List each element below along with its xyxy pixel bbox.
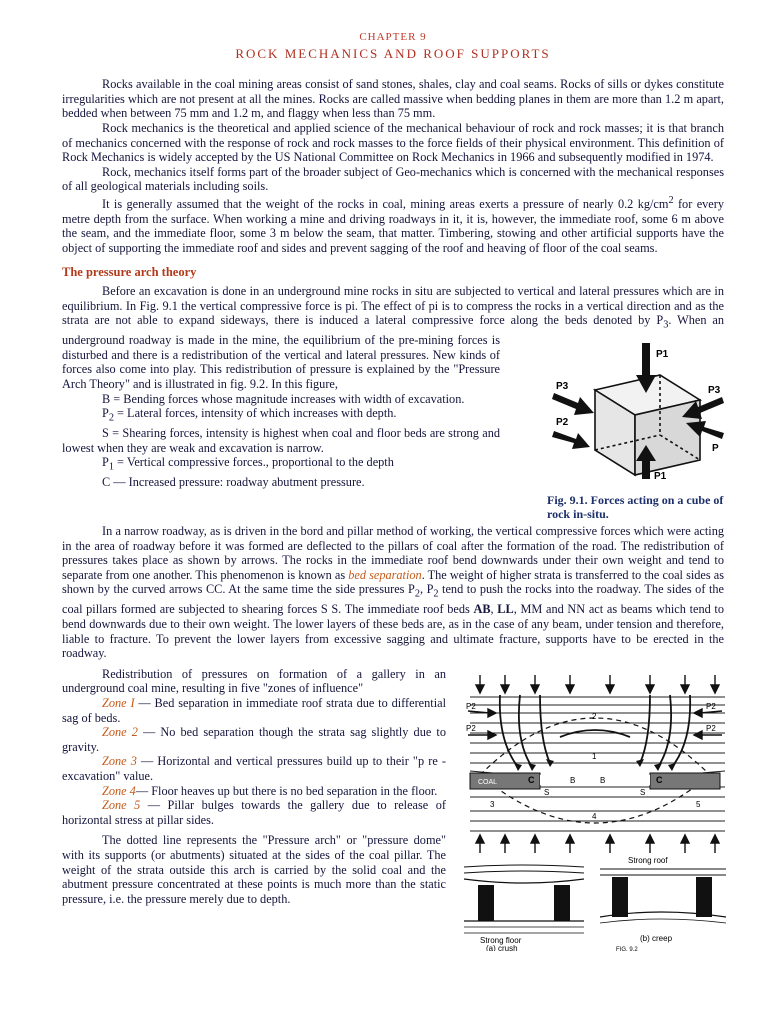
narrow-text-1: In a narrow roadway, as is driven in the bord and pillar method of working, the vertical compressive forces which were acting in the area of roadway before it was formed are deflected to the pillars of coal after the formation of the road. The redistribution of pressures takes place as shown by arrows. The rocks in the immediate roof bend downwards under their own weight and tend to separate from one another. This phenomenon is known as (62, 524, 724, 582)
figure-9-2-crush-subfigure (464, 865, 584, 951)
fig2-label-creep: (b) creep (640, 933, 673, 943)
fig2-label-p2-4: P2 (706, 723, 716, 733)
paragraph-rock-mechanics-definition: Rock mechanics is the theoretical and applied science of the mechanical behaviour of rock and rock masses; it is that branch of mechanics concerned with the response of rock and rock masses to the force fields of their physical environment. This definition of Rock Mechanics is widely accepted by the US National Committee on Rock Mechanics in 1966 and subsequently modified in 1974. (62, 120, 724, 165)
vertical-text: = Vertical compressive forces., proportional to the depth (113, 455, 394, 470)
fig2-label-b-2: B (600, 775, 606, 785)
narrow-text-5: , MM and NN act as beams which tend to bend downwards due to their own weight. The lower layers of these beds are, as in the case of any beam, under tension and therefore, liable to fracture. To prevent the lower layers from excessive sagging and ultimate fracture, supports have to be erected in the roadway. (62, 602, 724, 661)
fig2-label-c-right: C (656, 774, 663, 785)
beam-ll: LL (497, 602, 514, 617)
unit-superscript: 2 (668, 194, 674, 206)
definition-shearing-forces: S = Shearing forces, intensity is highest when coal and floor beds are strong and lowest when they are weak and excavation is narrow. (62, 426, 500, 455)
figure-9-1-cube-diagram (550, 335, 730, 485)
fig2-label-strong-floor: Strong floor (480, 935, 522, 945)
fig2-zone-4: 4 (592, 811, 597, 821)
fig2-label-s-right: S (640, 787, 646, 797)
fig1-label-p1-bottom: P1 (654, 471, 667, 483)
fig2-label-coal-left: COAL (478, 778, 498, 786)
fig1-label-p-right: P (712, 443, 719, 455)
zone-5-text: — Pillar bulges towards the gallery due to release of horizontal stress at pillar sides. (62, 798, 446, 827)
p1-subscript: 1 (108, 461, 114, 473)
section-heading-pressure-arch: The pressure arch theory (62, 265, 197, 280)
figure-9-2-creep-subfigure (600, 856, 726, 943)
fig2-label-b-1: B (570, 775, 576, 785)
zone-4-text: — Floor heaves up but there is no bed separation in the floor. (135, 783, 438, 798)
fig2-zone-3: 3 (490, 799, 495, 809)
fig1-label-p3-left: P3 (556, 381, 569, 393)
definition-abutment-pressure: C — Increased pressure: roadway abutment pressure. (102, 475, 365, 490)
pressure-depth-text-2: for every metre depth from the surface. When working a mine and driving roadways in it, it is, however, the immediate roof, some 6 m above the seam, and the immediate floor, some 3 m below the seam, that matter. Timbering, stowing and other artificial supports have the object of supporting the immediate roof and sides and prevent sagging of the roof and heaving of floor of the coal seams. (62, 197, 724, 255)
figure-9-1-caption: Fig. 9.1. Forces acting on a cube of rock in-situ. (547, 492, 724, 522)
zone-2-text: — No bed separation though the strata sag slightly due to gravity. (62, 725, 446, 754)
fig2-zone-1: 1 (592, 751, 597, 761)
paragraph-geo-mechanics: Rock, mechanics itself forms part of the broader subject of Geo-mechanics which is concerned with the mechanical responses of all geological materials including soils. (62, 164, 724, 194)
fig1-label-p3-right: P3 (708, 385, 721, 397)
figure-9-1-wrapper (500, 333, 724, 493)
paragraph-pressure-depth (62, 194, 724, 255)
bed-separation-term: bed separation (348, 567, 422, 582)
zone-5-label: Zone 5 (102, 798, 141, 813)
definition-bending-forces: B = Bending forces whose magnitude increases with width of excavation. (102, 391, 465, 406)
zone-4-label: Zone 4 (102, 783, 136, 798)
side-p2-subscript-2: 2 (433, 588, 439, 600)
pressure-depth-text-1: It is generally assumed that the weight of the rocks in coal, mining areas exerts a pressure of nearly 0.2 kg/cm (102, 197, 669, 212)
beam-ab: AB (473, 602, 491, 617)
paragraph-rock-types: Rocks available in the coal mining areas consist of sand stones, shales, clay and coal seams. Rocks of sills or dykes constitute irregularities which are not present at all the mines. Rocks are called massive when bedding planes in them are more than 1.2 m apart, bedded when between 75 mm and 1.2 m, and flaggy when less than 75 mm. (62, 77, 724, 121)
paragraph-narrow-roadway (62, 524, 724, 661)
paragraph-zones-intro: Redistribution of pressures on formation of a gallery in an underground coal mine, resulting in five "zones of influence" (62, 666, 446, 696)
document-page (62, 30, 724, 954)
equilibrium-text-1: Before an excavation is done in an underground mine rocks in situ are subjected to vertical and lateral pressures which are in equilibrium. In Fig. 9.1 the vertical compressive force is pi. The effect of pi is to compress the rocks in a vertical direction and as the strata are not able to expand sideways, there is induced a lateral compressive force along the beds denoted by P (62, 284, 724, 328)
lateral-text: = Lateral forces, intensity of which increases with depth. (113, 406, 397, 421)
fig2-label-s-left: S (544, 787, 550, 797)
narrow-text-2: . The weight of higher strata is transferred to the coal sides as shown by the curved arrows CC. At the same time the side pressures P (62, 567, 725, 597)
fig2-label-p2-3: P2 (706, 701, 716, 711)
fig2-label-c-left: C (528, 774, 535, 785)
fig2-zone-5: 5 (696, 799, 701, 809)
zone-2-label: Zone 2 (102, 725, 138, 740)
chapter-number: CHAPTER 9 (359, 31, 427, 43)
chapter-title: ROCK MECHANICS AND ROOF SUPPORTS (235, 45, 551, 61)
figure-9-2-wrapper (446, 667, 724, 955)
p2-subscript: 2 (108, 412, 114, 424)
equilibrium-text-2: . When an underground roadway is made in the mine, the equilibrium of the pre-mining forces is disturbed and there is a redistribution of the vertical and lateral pressures. New kinds of forces also come into play. This redistribution of pressure is explained by the "Pressure Arch Theory" and is illustrated in fig. 9.2. In this figure, (62, 313, 724, 392)
paragraph-dotted-line: The dotted line represents the "Pressure arch" or "pressure dome" with its supports (or abutments) situated at the sides of the coal pillar. The weight of the strata outside this arch is carried by the solid coal and the abutment pressure concentrated at these points is much more than the static pressure, i.e. the pressure merely due to depth. (62, 833, 446, 906)
narrow-text-4: tend to push the rocks into the roadway. The sides of the coal pillars formed are subjected to shearing forces S S. The immediate roof beds (62, 582, 724, 617)
narrow-text-3: , P (419, 582, 434, 597)
zone-3-label: Zone 3 (102, 754, 137, 769)
lateral-p: P (102, 406, 109, 421)
zone-1-text: — Bed separation in immediate roof strata due to differential sag of beds. (62, 696, 446, 725)
zone-3-text: — Horizontal and vertical pressures build up to their "p re -excavation" value. (62, 754, 446, 783)
fig2-number: FIG. 9.2 (616, 946, 638, 951)
fig1-label-p2-left: P2 (556, 417, 569, 429)
side-p2-subscript-1: 2 (414, 588, 420, 600)
figure-9-2-pressure-arch-diagram (460, 671, 730, 951)
fig2-label-strong-roof: Strong roof (628, 855, 668, 865)
fig1-label-p1-top: P1 (656, 349, 669, 361)
fig2-label-p2-1: P2 (466, 701, 476, 711)
fig2-zone-2: 2 (592, 711, 597, 721)
vertical-p: P (102, 455, 109, 470)
p3-subscript: 3 (663, 319, 669, 331)
zone-1-label: Zone I (102, 696, 135, 710)
comma: , (490, 602, 498, 617)
fig2-label-p2-2: P2 (466, 723, 476, 733)
fig2-label-crush: (a) crush (486, 943, 518, 951)
